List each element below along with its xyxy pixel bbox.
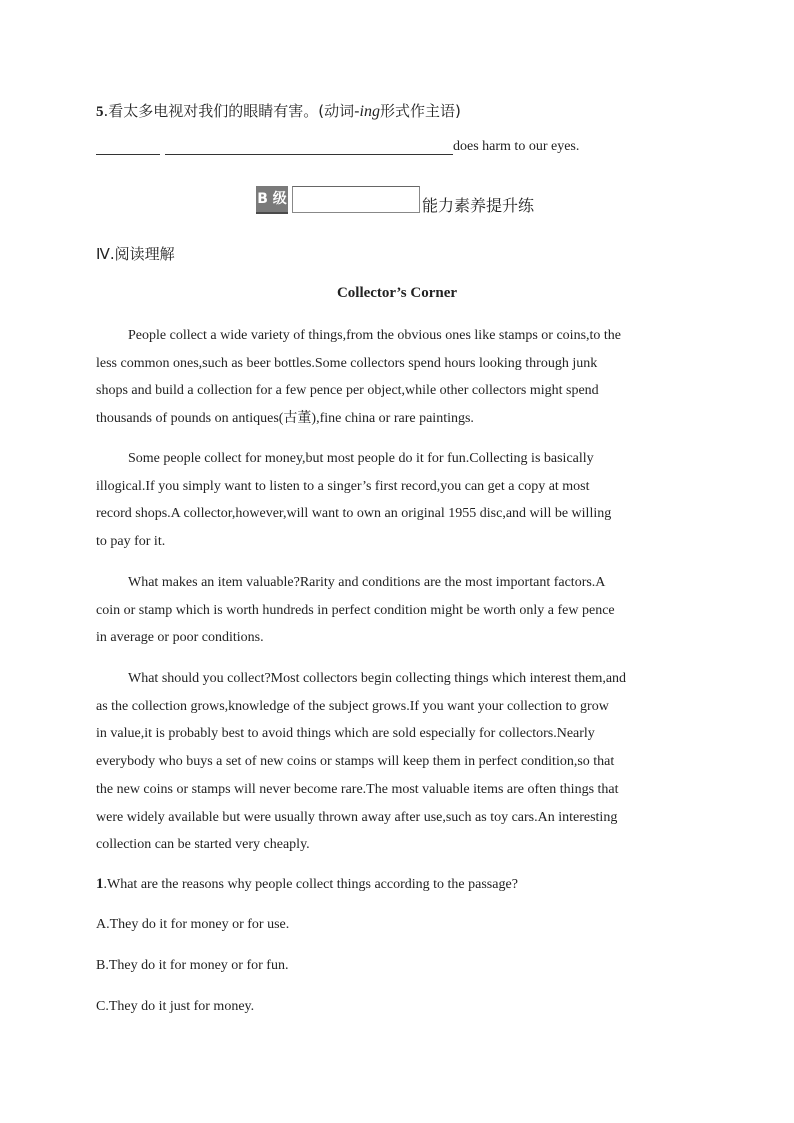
paragraph-line: less common ones,such as beer bottles.Some collectors spend hours looking through junk (96, 355, 598, 371)
paragraph-line: What makes an item valuable?Rarity and conditions are the most important factors.A (128, 575, 606, 590)
question-5-number: 5 (96, 104, 104, 120)
level-label: 能力素养提升练 (422, 196, 535, 215)
paragraph-line: as the collection grows,knowledge of the subject grows.If you want your collection to grow (96, 698, 609, 714)
option-a[interactable]: A.They do it for money or for use. (96, 917, 290, 932)
passage-title: Collector’s Corner (336, 285, 458, 301)
paragraph-line: illogical.If you simply want to listen to a singer’s first record,you can get a copy at most (96, 478, 590, 494)
option-b[interactable]: B.They do it for money or for fun. (96, 958, 289, 973)
level-heading (256, 186, 534, 214)
answer-blank-2[interactable] (165, 136, 453, 155)
question-5-answer-line (96, 136, 579, 160)
answer-blank-1[interactable] (96, 136, 160, 155)
passage-paragraph-2 (96, 445, 696, 556)
question-1-number: 1 (96, 876, 104, 892)
paragraph-line: were widely available but were usually thrown away after use,such as toy cars.An interesting (96, 809, 618, 825)
passage-paragraph-1 (96, 322, 696, 433)
paragraph-line: collection can be started very cheaply. (96, 837, 310, 853)
paragraph-line: everybody who buys a set of new coins or stamps will keep them in perfect condition,so that (96, 754, 615, 770)
passage-paragraph-3 (96, 569, 696, 652)
question-1-stem (96, 876, 518, 893)
question-5-text-b: 形式作主语) (380, 102, 461, 120)
paragraph-line: to pay for it. (96, 534, 166, 550)
option-c[interactable]: C.They do it just for money. (96, 999, 255, 1014)
level-badge: B 级 (256, 186, 288, 214)
paragraph-line: Some people collect for money,but most people do it for fun.Collecting is basically (128, 451, 594, 466)
level-box (292, 186, 420, 213)
question-5-prompt (96, 100, 461, 121)
paragraph-line: record shops.A collector,however,will want to own an original 1955 disc,and will be willing (96, 506, 612, 522)
answer-suffix: does harm to our eyes. (453, 139, 580, 154)
question-5-text-a: .看太多电视对我们的眼睛有害。(动词- (103, 102, 360, 120)
paragraph-line: What should you collect?Most collectors begin collecting things which interest them,and (128, 671, 627, 686)
paragraph-line: in average or poor conditions. (96, 630, 264, 646)
paragraph-line: thousands of pounds on antiques(古董),fine china or rare paintings. (96, 411, 474, 427)
paragraph-line: People collect a wide variety of things,from the obvious ones like stamps or coins,to the (128, 328, 622, 343)
paragraph-line: shops and build a collection for a few pence per object,while other collectors might spend (96, 383, 599, 399)
paragraph-line: the new coins or stamps will never become rare.The most valuable items are often things that (96, 781, 619, 797)
question-5-text-italic: ing (359, 103, 380, 120)
paragraph-line: in value,it is probably best to avoid things which are sold especially for collectors.Nearly (96, 726, 595, 742)
question-1-text: .What are the reasons why people collect things according to the passage? (103, 877, 518, 892)
section-title: Ⅳ.阅读理解 (96, 245, 175, 263)
passage-paragraph-4 (96, 665, 696, 859)
paragraph-line: coin or stamp which is worth hundreds in perfect condition might be worth only a few pence (96, 602, 615, 618)
